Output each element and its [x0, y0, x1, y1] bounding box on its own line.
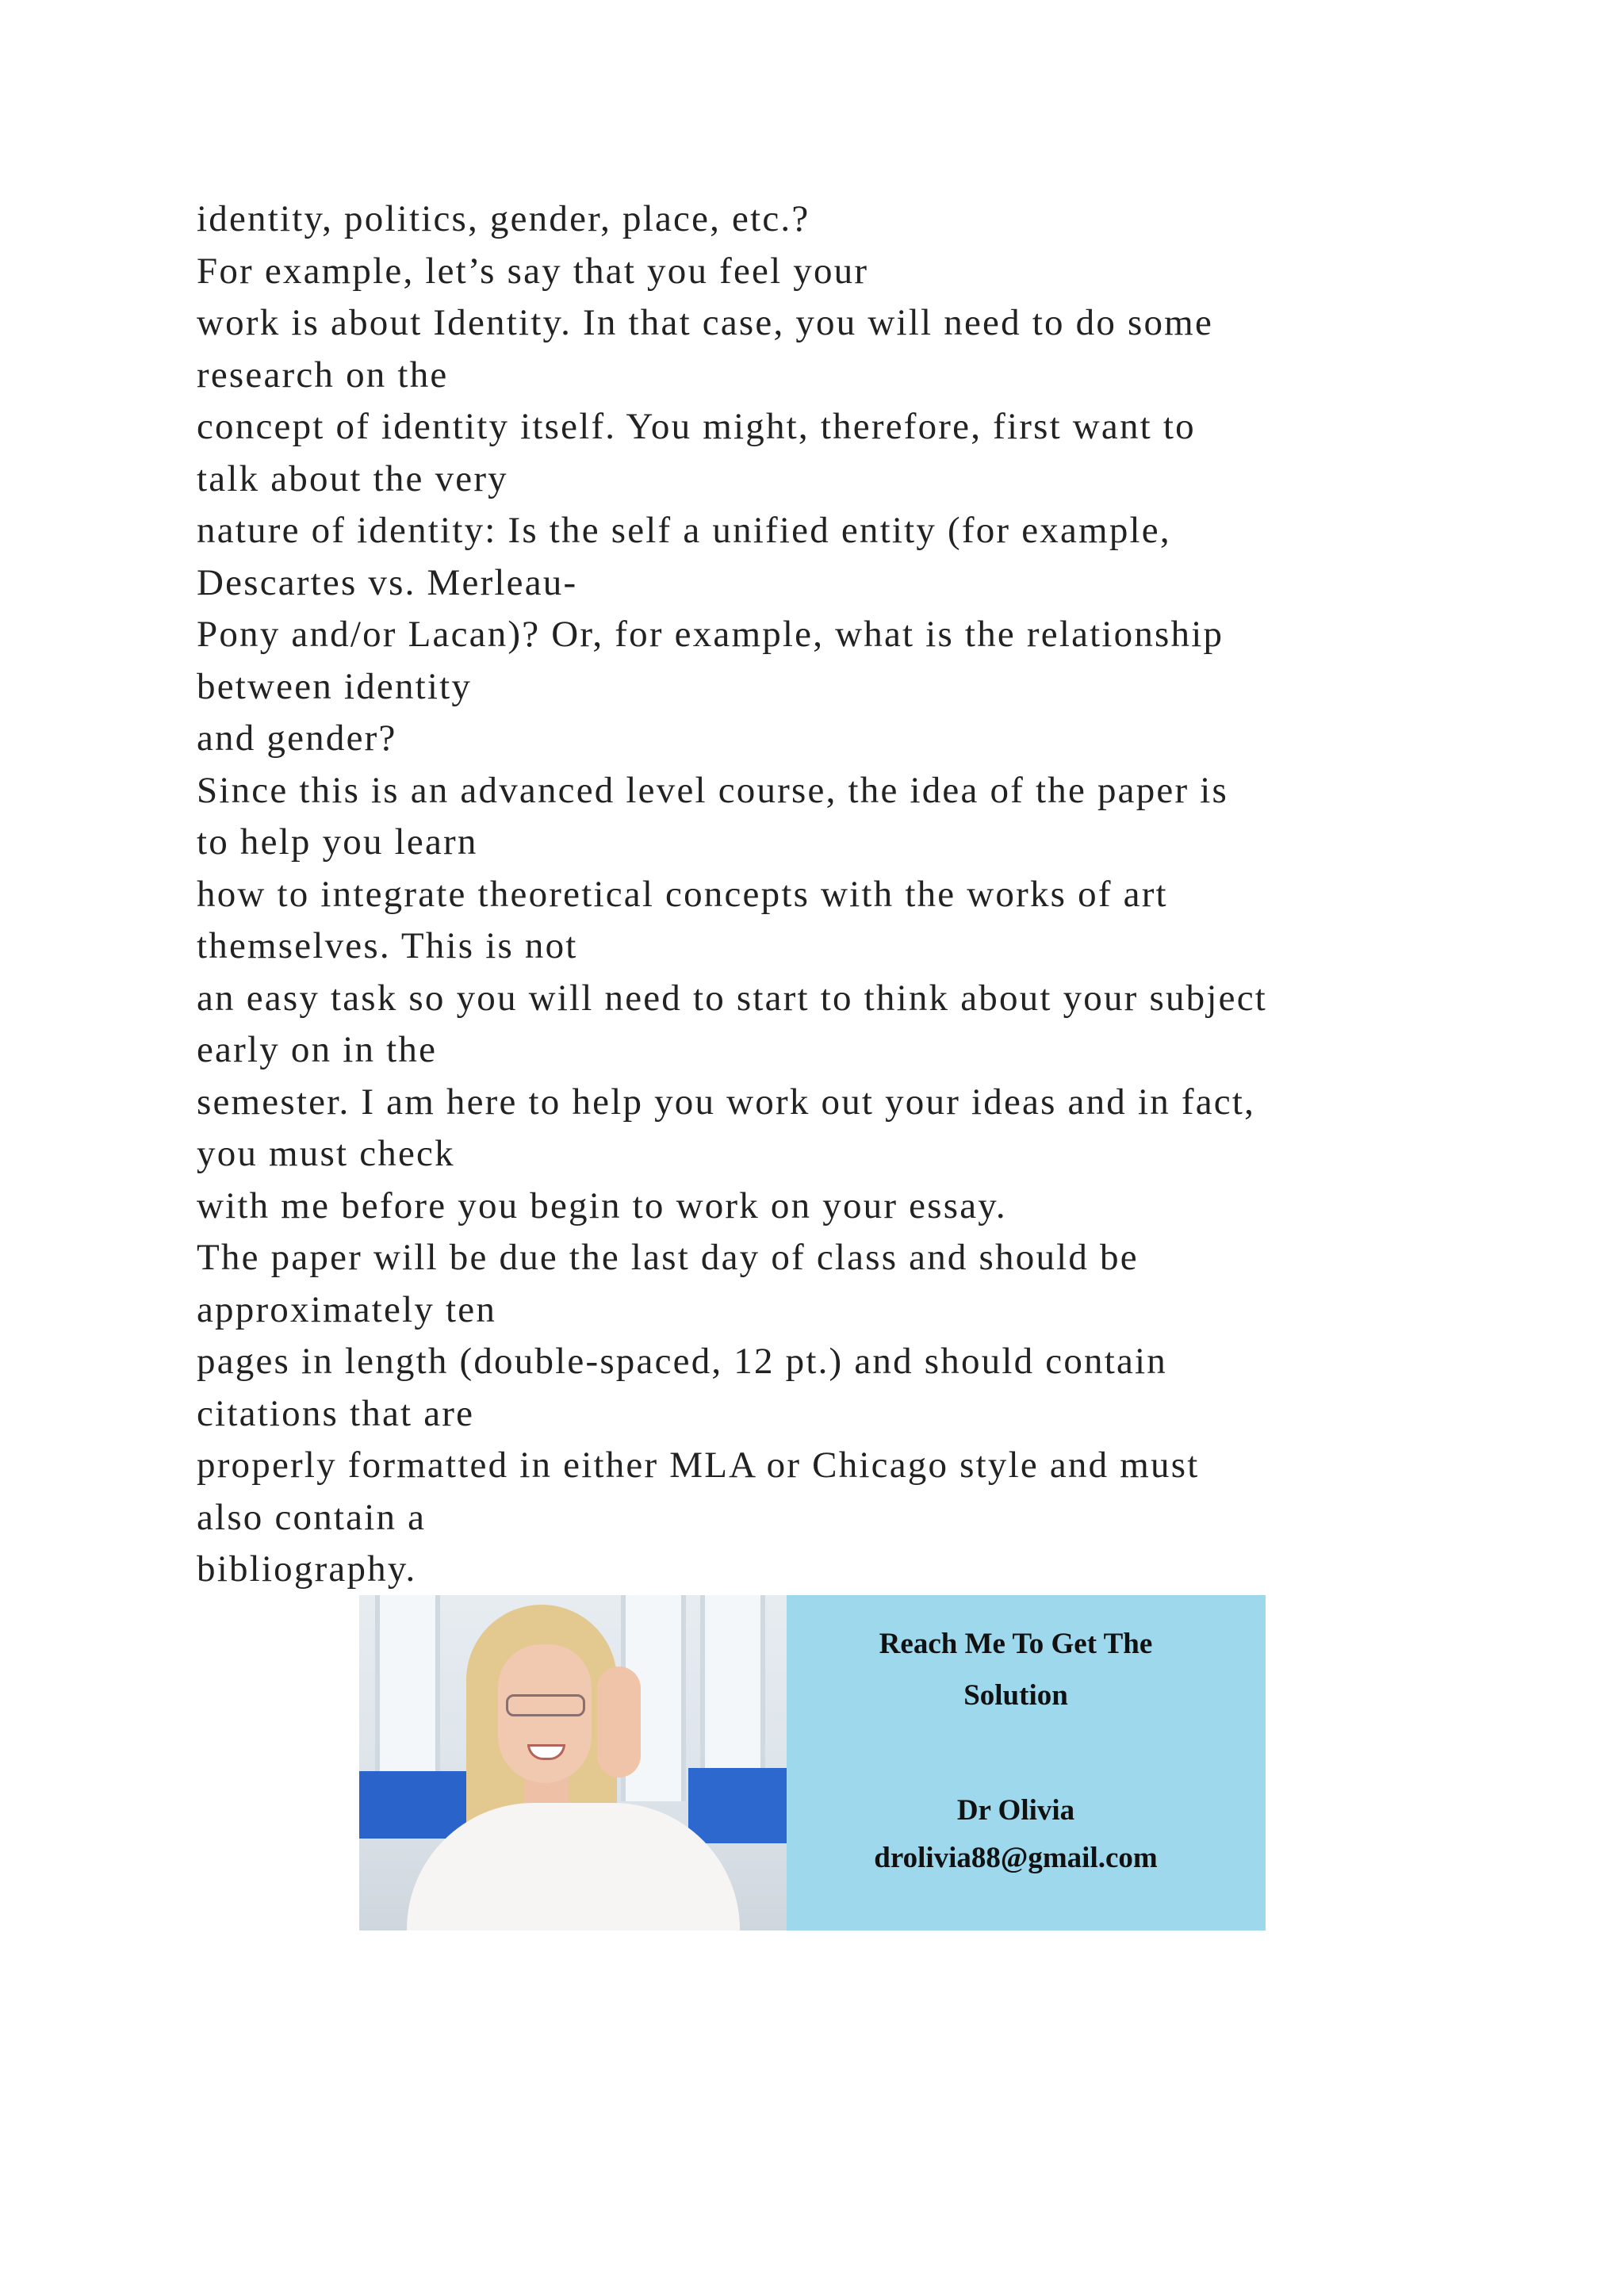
woman-photo	[359, 1595, 787, 1931]
text-line: The paper will be due the last day of class and should be	[197, 1237, 1139, 1278]
body-text	[197, 193, 1497, 1596]
window-pane	[375, 1595, 440, 1801]
text-line: an easy task so you will need to start to think about your subject	[197, 977, 1268, 1019]
contact-banner	[359, 1595, 1266, 1931]
contact-name: Dr Olivia	[956, 1794, 1075, 1827]
text-line: you must check	[197, 1133, 455, 1174]
text-line: concept of identity itself. You might, therefore, first want to	[197, 406, 1196, 447]
text-line: work is about Identity. In that case, you will need to do some	[197, 302, 1214, 343]
glasses-icon	[506, 1694, 585, 1716]
text-line: approximately ten	[197, 1288, 497, 1330]
text-line: and gender?	[197, 718, 397, 759]
text-line: nature of identity: Is the self a unified entity (for example,	[197, 510, 1171, 551]
text-line: Since this is an advanced level course, the idea of the paper is	[197, 769, 1229, 811]
text-line: research on the	[197, 354, 449, 396]
hand	[597, 1667, 641, 1777]
text-line: properly formatted in either MLA or Chicago style and must	[197, 1445, 1200, 1486]
text-line: how to integrate theoretical concepts with the works of art	[197, 873, 1168, 915]
banner-heading-line2: Solution	[963, 1679, 1068, 1712]
text-line: with me before you begin to work on your essay.	[197, 1184, 1007, 1226]
text-line: citations that are	[197, 1392, 475, 1434]
text-line: themselves. This is not	[197, 925, 578, 966]
text-line: For example, let’s say that you feel your	[197, 250, 869, 292]
text-line: also contain a	[197, 1496, 427, 1538]
text-line: between identity	[197, 665, 473, 707]
text-line: Pony and/or Lacan)? Or, for example, what is the relationship	[197, 614, 1224, 655]
text-line: early on in the	[197, 1029, 438, 1070]
banner-heading-line1: Reach Me To Get The	[879, 1628, 1153, 1660]
text-line: semester. I am here to help you work out your ideas and in fact,	[197, 1081, 1256, 1123]
text-line: Descartes vs. Merleau-	[197, 561, 578, 603]
text-line: identity, politics, gender, place, etc.?	[197, 198, 810, 239]
text-line: to help you learn	[197, 821, 478, 863]
contact-email[interactable]: drolivia88@gmail.com	[874, 1842, 1158, 1874]
contact-card	[787, 1595, 1266, 1931]
text-line: talk about the very	[197, 457, 508, 499]
text-line: pages in length (double-spaced, 12 pt.) and should contain	[197, 1341, 1167, 1382]
blue-folder	[688, 1768, 787, 1843]
text-line: bibliography.	[197, 1548, 417, 1590]
